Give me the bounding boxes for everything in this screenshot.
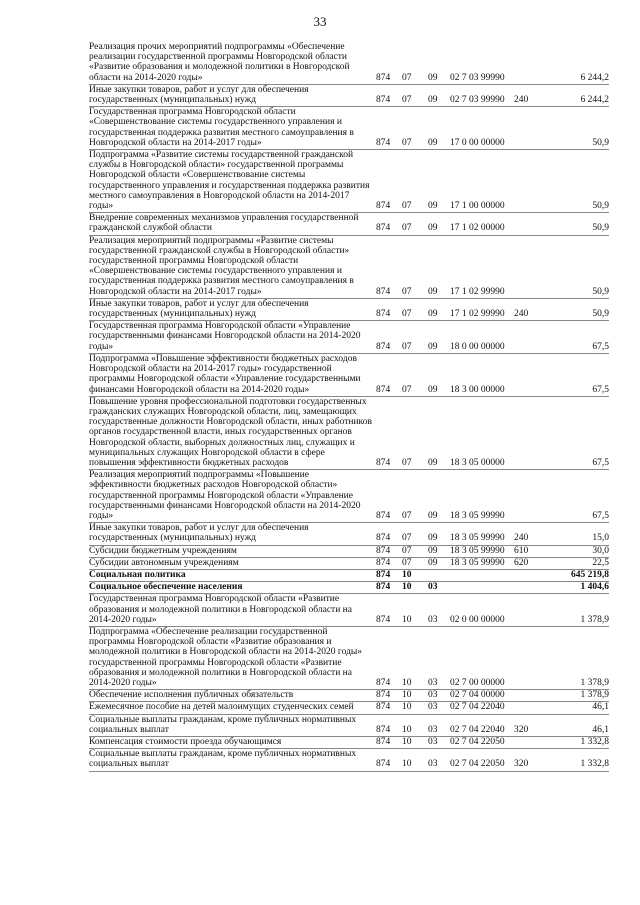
- table-row: [89, 702, 609, 714]
- row-subsection-code: 03: [428, 737, 450, 749]
- table-body: [89, 42, 609, 771]
- row-admin-code: 874: [376, 582, 402, 594]
- row-expense-type: [514, 582, 537, 594]
- row-section-code: 07: [402, 213, 428, 235]
- row-admin-code: 874: [376, 626, 402, 689]
- row-section-code: 07: [402, 470, 428, 523]
- row-admin-code: 874: [376, 396, 402, 469]
- row-subsection-code: 09: [428, 545, 450, 557]
- row-subsection-code: 09: [428, 107, 450, 150]
- row-name: Субсидии бюджетным учреждениям: [89, 545, 376, 557]
- row-expense-type: [514, 235, 537, 298]
- row-subsection-code: [428, 569, 450, 581]
- table-row: [89, 298, 609, 320]
- row-article-code: 02 7 04 22040: [450, 702, 514, 714]
- row-article-code: 18 3 05 99990: [450, 557, 514, 569]
- row-article-code: 02 7 03 99990: [450, 84, 514, 106]
- row-article-code: 18 3 05 99990: [450, 545, 514, 557]
- row-subsection-code: 09: [428, 470, 450, 523]
- row-name: Повышение уровня профессиональной подготовки государственных гражданских служащих Новгородской области, лиц, замещающих государственные должности Новгородской области, иных работников органов государственной власти, иных государственных органов Новгородской области, выборных должностных лиц, служащих и муниципальных служащих Новгородской области в сфере повышения эффективности бюджетных расходов: [89, 396, 376, 469]
- row-amount: 1 404,6: [537, 582, 609, 594]
- row-amount: 50,9: [537, 235, 609, 298]
- row-admin-code: 874: [376, 569, 402, 581]
- table-row: [89, 594, 609, 627]
- row-amount: 67,5: [537, 353, 609, 396]
- row-amount: 50,9: [537, 213, 609, 235]
- row-name: Иные закупки товаров, работ и услуг для обеспечения государственных (муниципальных) нужд: [89, 84, 376, 106]
- row-amount: 1 332,8: [537, 737, 609, 749]
- row-section-code: 07: [402, 396, 428, 469]
- table-row: [89, 353, 609, 396]
- row-amount: 67,5: [537, 396, 609, 469]
- row-name: Ежемесячное пособие на детей малоимущих студенческих семей: [89, 702, 376, 714]
- row-article-code: 17 1 02 00000: [450, 213, 514, 235]
- table-row: [89, 557, 609, 569]
- table-row: [89, 690, 609, 702]
- row-name: Иные закупки товаров, работ и услуг для обеспечения государственных (муниципальных) нужд: [89, 523, 376, 545]
- row-section-code: 10: [402, 690, 428, 702]
- row-section-code: 07: [402, 353, 428, 396]
- row-admin-code: 874: [376, 321, 402, 354]
- row-amount: 50,9: [537, 107, 609, 150]
- row-expense-type: [514, 321, 537, 354]
- row-amount: 50,9: [537, 298, 609, 320]
- table-row: [89, 749, 609, 771]
- table-row: [89, 737, 609, 749]
- row-section-code: 07: [402, 42, 428, 84]
- row-article-code: 18 3 05 99990: [450, 523, 514, 545]
- row-amount: 6 244,2: [537, 84, 609, 106]
- row-expense-type: 320: [514, 749, 537, 771]
- row-admin-code: 874: [376, 107, 402, 150]
- table-row: [89, 150, 609, 213]
- row-admin-code: 874: [376, 690, 402, 702]
- table-row: [89, 626, 609, 689]
- row-expense-type: 240: [514, 298, 537, 320]
- table-row: [89, 42, 609, 84]
- row-article-code: 02 7 04 00000: [450, 690, 514, 702]
- row-name: Реализация прочих мероприятий подпрограммы «Обеспечение реализации государственной программы Новгородской области «Развитие образования и молодежной политики в Новгородской области на 2014-2020 годы»: [89, 42, 376, 84]
- row-article-code: 18 0 00 00000: [450, 321, 514, 354]
- row-subsection-code: 03: [428, 749, 450, 771]
- row-admin-code: 874: [376, 235, 402, 298]
- row-expense-type: [514, 569, 537, 581]
- row-expense-type: [514, 150, 537, 213]
- row-name: Социальное обеспечение населения: [89, 582, 376, 594]
- page-number: 33: [313, 14, 327, 29]
- row-expense-type: 620: [514, 557, 537, 569]
- table-row: [89, 582, 609, 594]
- row-admin-code: 874: [376, 545, 402, 557]
- row-subsection-code: 03: [428, 702, 450, 714]
- row-subsection-code: 03: [428, 690, 450, 702]
- row-expense-type: [514, 737, 537, 749]
- row-expense-type: 610: [514, 545, 537, 557]
- row-name: Государственная программа Новгородской области «Развитие образования и молодежной политики в Новгородской области на 2014-2020 годы»: [89, 594, 376, 627]
- row-article-code: [450, 569, 514, 581]
- budget-table: [89, 42, 609, 772]
- row-article-code: 18 3 05 99990: [450, 470, 514, 523]
- row-section-code: 10: [402, 702, 428, 714]
- row-expense-type: 240: [514, 523, 537, 545]
- row-article-code: 18 3 05 00000: [450, 396, 514, 469]
- row-section-code: 07: [402, 298, 428, 320]
- row-amount: 30,0: [537, 545, 609, 557]
- row-article-code: 02 7 04 22050: [450, 737, 514, 749]
- row-subsection-code: 09: [428, 298, 450, 320]
- row-name: Реализация мероприятий подпрограммы «Повышение эффективности бюджетных расходов Новгородской области» государственной программы Новгородской области «Управление государственными финансами Новгородской области на 2014-2020 годы»: [89, 470, 376, 523]
- row-admin-code: 874: [376, 213, 402, 235]
- row-admin-code: 874: [376, 523, 402, 545]
- row-admin-code: 874: [376, 470, 402, 523]
- row-expense-type: [514, 213, 537, 235]
- row-section-code: 10: [402, 582, 428, 594]
- row-article-code: 17 0 00 00000: [450, 107, 514, 150]
- row-amount: 6 244,2: [537, 42, 609, 84]
- table-row: [89, 523, 609, 545]
- row-name: Подпрограмма «Развитие системы государственной гражданской службы в Новгородской области» государственной программы Новгородской области «Совершенствование системы государственного управления и государственная поддержка развития местного самоуправления в Новгородской области на 2014-2017 годы»: [89, 150, 376, 213]
- row-name: Компенсация стоимости проезда обучающимся: [89, 737, 376, 749]
- row-admin-code: 874: [376, 594, 402, 627]
- row-subsection-code: 09: [428, 42, 450, 84]
- row-section-code: 07: [402, 235, 428, 298]
- row-article-code: 02 7 00 00000: [450, 626, 514, 689]
- row-article-code: 02 7 03 99990: [450, 42, 514, 84]
- row-subsection-code: 09: [428, 321, 450, 354]
- row-expense-type: [514, 626, 537, 689]
- table-row: [89, 396, 609, 469]
- row-amount: 15,0: [537, 523, 609, 545]
- row-amount: 1 378,9: [537, 594, 609, 627]
- row-article-code: 02 0 00 00000: [450, 594, 514, 627]
- row-admin-code: 874: [376, 84, 402, 106]
- row-article-code: 02 7 04 22040: [450, 714, 514, 736]
- row-name: Подпрограмма «Обеспечение реализации государственной программы Новгородской области «Развитие образования и молодежной политики в Новгородской области на 2014-2020 годы» государственной программы Новгородской области «Развитие образования и молодежной политики в Новгородской области на 2014-2020 годы»: [89, 626, 376, 689]
- row-amount: 22,5: [537, 557, 609, 569]
- row-admin-code: 874: [376, 557, 402, 569]
- table-row: [89, 321, 609, 354]
- row-article-code: 17 1 02 99990: [450, 298, 514, 320]
- row-name: Иные закупки товаров, работ и услуг для обеспечения государственных (муниципальных) нужд: [89, 298, 376, 320]
- row-name: Субсидии автономным учреждениям: [89, 557, 376, 569]
- row-section-code: 07: [402, 107, 428, 150]
- table-row: [89, 235, 609, 298]
- row-name: Социальные выплаты гражданам, кроме публичных нормативных социальных выплат: [89, 714, 376, 736]
- row-amount: 50,9: [537, 150, 609, 213]
- row-subsection-code: 03: [428, 582, 450, 594]
- row-expense-type: [514, 594, 537, 627]
- row-amount: 1 378,9: [537, 690, 609, 702]
- table-row: [89, 470, 609, 523]
- row-subsection-code: 09: [428, 557, 450, 569]
- row-amount: 67,5: [537, 321, 609, 354]
- row-section-code: 10: [402, 714, 428, 736]
- table-row: [89, 84, 609, 106]
- row-section-code: 10: [402, 749, 428, 771]
- row-admin-code: 874: [376, 298, 402, 320]
- row-article-code: [450, 582, 514, 594]
- row-subsection-code: 03: [428, 714, 450, 736]
- row-admin-code: 874: [376, 150, 402, 213]
- row-subsection-code: 09: [428, 235, 450, 298]
- table-row: [89, 545, 609, 557]
- row-amount: 46,1: [537, 702, 609, 714]
- table-row: [89, 107, 609, 150]
- row-expense-type: [514, 690, 537, 702]
- row-amount: 645 219,8: [537, 569, 609, 581]
- row-name: Социальная политика: [89, 569, 376, 581]
- row-name: Государственная программа Новгородской области «Совершенствование системы государственного управления и государственная поддержка развития местного самоуправления в Новгородской области на 2014-2017 годы»: [89, 107, 376, 150]
- table-row: [89, 569, 609, 581]
- row-amount: 1 378,9: [537, 626, 609, 689]
- row-section-code: 07: [402, 523, 428, 545]
- row-expense-type: [514, 470, 537, 523]
- table-row: [89, 213, 609, 235]
- row-name: Обеспечение исполнения публичных обязательств: [89, 690, 376, 702]
- row-admin-code: 874: [376, 749, 402, 771]
- row-article-code: 18 3 00 00000: [450, 353, 514, 396]
- row-subsection-code: 09: [428, 84, 450, 106]
- row-name: Внедрение современных механизмов управления государственной гражданской службой области: [89, 213, 376, 235]
- row-article-code: 17 1 02 99990: [450, 235, 514, 298]
- row-expense-type: 320: [514, 714, 537, 736]
- row-amount: 46,1: [537, 714, 609, 736]
- row-admin-code: 874: [376, 353, 402, 396]
- row-section-code: 10: [402, 737, 428, 749]
- row-admin-code: 874: [376, 42, 402, 84]
- row-admin-code: 874: [376, 737, 402, 749]
- row-expense-type: [514, 107, 537, 150]
- row-expense-type: [514, 396, 537, 469]
- row-subsection-code: 09: [428, 150, 450, 213]
- table-row: [89, 714, 609, 736]
- row-admin-code: 874: [376, 702, 402, 714]
- row-section-code: 07: [402, 150, 428, 213]
- row-expense-type: [514, 702, 537, 714]
- row-subsection-code: 09: [428, 523, 450, 545]
- row-article-code: 17 1 00 00000: [450, 150, 514, 213]
- row-name: Социальные выплаты гражданам, кроме публичных нормативных социальных выплат: [89, 749, 376, 771]
- row-subsection-code: 09: [428, 213, 450, 235]
- row-expense-type: [514, 353, 537, 396]
- row-subsection-code: 09: [428, 396, 450, 469]
- row-amount: 67,5: [537, 470, 609, 523]
- row-section-code: 07: [402, 84, 428, 106]
- row-name: Реализация мероприятий подпрограммы «Развитие системы государственной гражданской службы в Новгородской области» государственной программы Новгородской области «Совершенствование системы государственного управления и государственная поддержка развития местного самоуправления в Новгородской области на 2014-2017 годы»: [89, 235, 376, 298]
- row-section-code: 07: [402, 321, 428, 354]
- row-admin-code: 874: [376, 714, 402, 736]
- row-section-code: 10: [402, 569, 428, 581]
- row-section-code: 10: [402, 594, 428, 627]
- row-section-code: 07: [402, 545, 428, 557]
- row-name: Государственная программа Новгородской области «Управление государственными финансами Новгородской области на 2014-2020 годы»: [89, 321, 376, 354]
- row-subsection-code: 03: [428, 626, 450, 689]
- row-amount: 1 332,8: [537, 749, 609, 771]
- row-subsection-code: 03: [428, 594, 450, 627]
- row-section-code: 10: [402, 626, 428, 689]
- row-expense-type: [514, 42, 537, 84]
- row-section-code: 07: [402, 557, 428, 569]
- row-subsection-code: 09: [428, 353, 450, 396]
- row-name: Подпрограмма «Повышение эффективности бюджетных расходов Новгородской области на 2014-2017 годы» государственной программы Новгородской области «Управление государственными финансами Новгородской области на 2014-2020 годы»: [89, 353, 376, 396]
- row-expense-type: 240: [514, 84, 537, 106]
- row-article-code: 02 7 04 22050: [450, 749, 514, 771]
